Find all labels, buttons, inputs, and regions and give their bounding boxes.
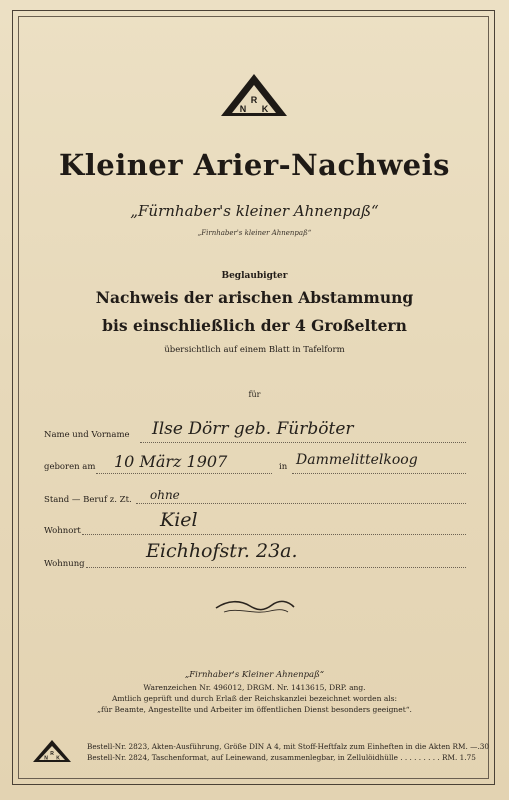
flourish-ornament [214, 596, 296, 618]
rnk-logo-small [32, 739, 72, 763]
heading-line-3: bis einschließlich der 4 Großeltern [102, 316, 407, 335]
small-logo-letter-n: N [44, 755, 48, 762]
rnk-logo [219, 72, 289, 118]
printed-subtitle: „Firnhaber's kleiner Ahnenpaß“ [197, 229, 312, 237]
document-title: Kleiner Arier-Nachweis [59, 148, 450, 182]
address-value: Eichhofstr. 23a. [146, 540, 298, 562]
logo-letter-n: N [239, 104, 247, 114]
fuer-label: für [248, 390, 261, 399]
logo-letter-r: R [250, 95, 258, 105]
name-value: Ilse Dörr geb. Fürböter [152, 419, 354, 439]
imprint-trademark: Warenzeichen Nr. 496012, DRGM. Nr. 1413615, DRP. ang. [143, 683, 366, 692]
heading-line-4: übersichtlich auf einem Blatt in Tafelform [164, 345, 345, 355]
born-place-value: Dammelittelkoog [296, 452, 418, 468]
name-label: Name und Vorname [44, 430, 130, 440]
born-date-line [96, 473, 272, 474]
imprint-designation: „für Beamte, Angestellte und Arbeiter im öffentlichen Dienst besonders geeignet“. [97, 705, 412, 714]
occupation-line [136, 503, 466, 504]
handwritten-subtitle: „Fürnhaber's kleiner Ahnenpaß“ [130, 202, 379, 220]
residence-line [82, 534, 466, 535]
name-line [140, 442, 466, 443]
small-logo-letter-k: K [56, 755, 60, 762]
logo-letter-k: K [261, 104, 269, 114]
heading-line-1: Beglaubigter [221, 271, 288, 281]
imprint-approval: Amtlich geprüft und durch Erlaß der Reichskanzlei bezeichnet worden als: [111, 694, 398, 703]
born-date-value: 10 März 1907 [114, 452, 228, 471]
heading-line-2: Nachweis der arischen Abstammung [95, 288, 414, 307]
born-label: geboren am [44, 462, 96, 472]
small-logo-letter-r: R [50, 751, 54, 757]
occupation-label: Stand — Beruf z. Zt. [44, 495, 132, 505]
occupation-value: ohne [150, 488, 180, 502]
address-line [86, 567, 466, 568]
order-line-1: Bestell-Nr. 2823, Akten-Ausführung, Größe DIN A 4, mit Stoff-Heftfalz zum Einheften in die Akten RM. —.30 [87, 742, 490, 751]
imprint-name: „Firnhaber's Kleiner Ahnenpaß“ [184, 670, 325, 680]
order-line-2: Bestell-Nr. 2824, Taschenformat, auf Leinewand, zusammenlegbar, in Zellulöidhülle . . . . . . . . . RM. 1.75 [87, 753, 476, 762]
residence-value: Kiel [160, 509, 198, 531]
born-in-label: in [279, 462, 288, 472]
born-place-line [292, 473, 466, 474]
residence-label: Wohnort [44, 526, 81, 536]
address-label: Wohnung [44, 559, 85, 569]
